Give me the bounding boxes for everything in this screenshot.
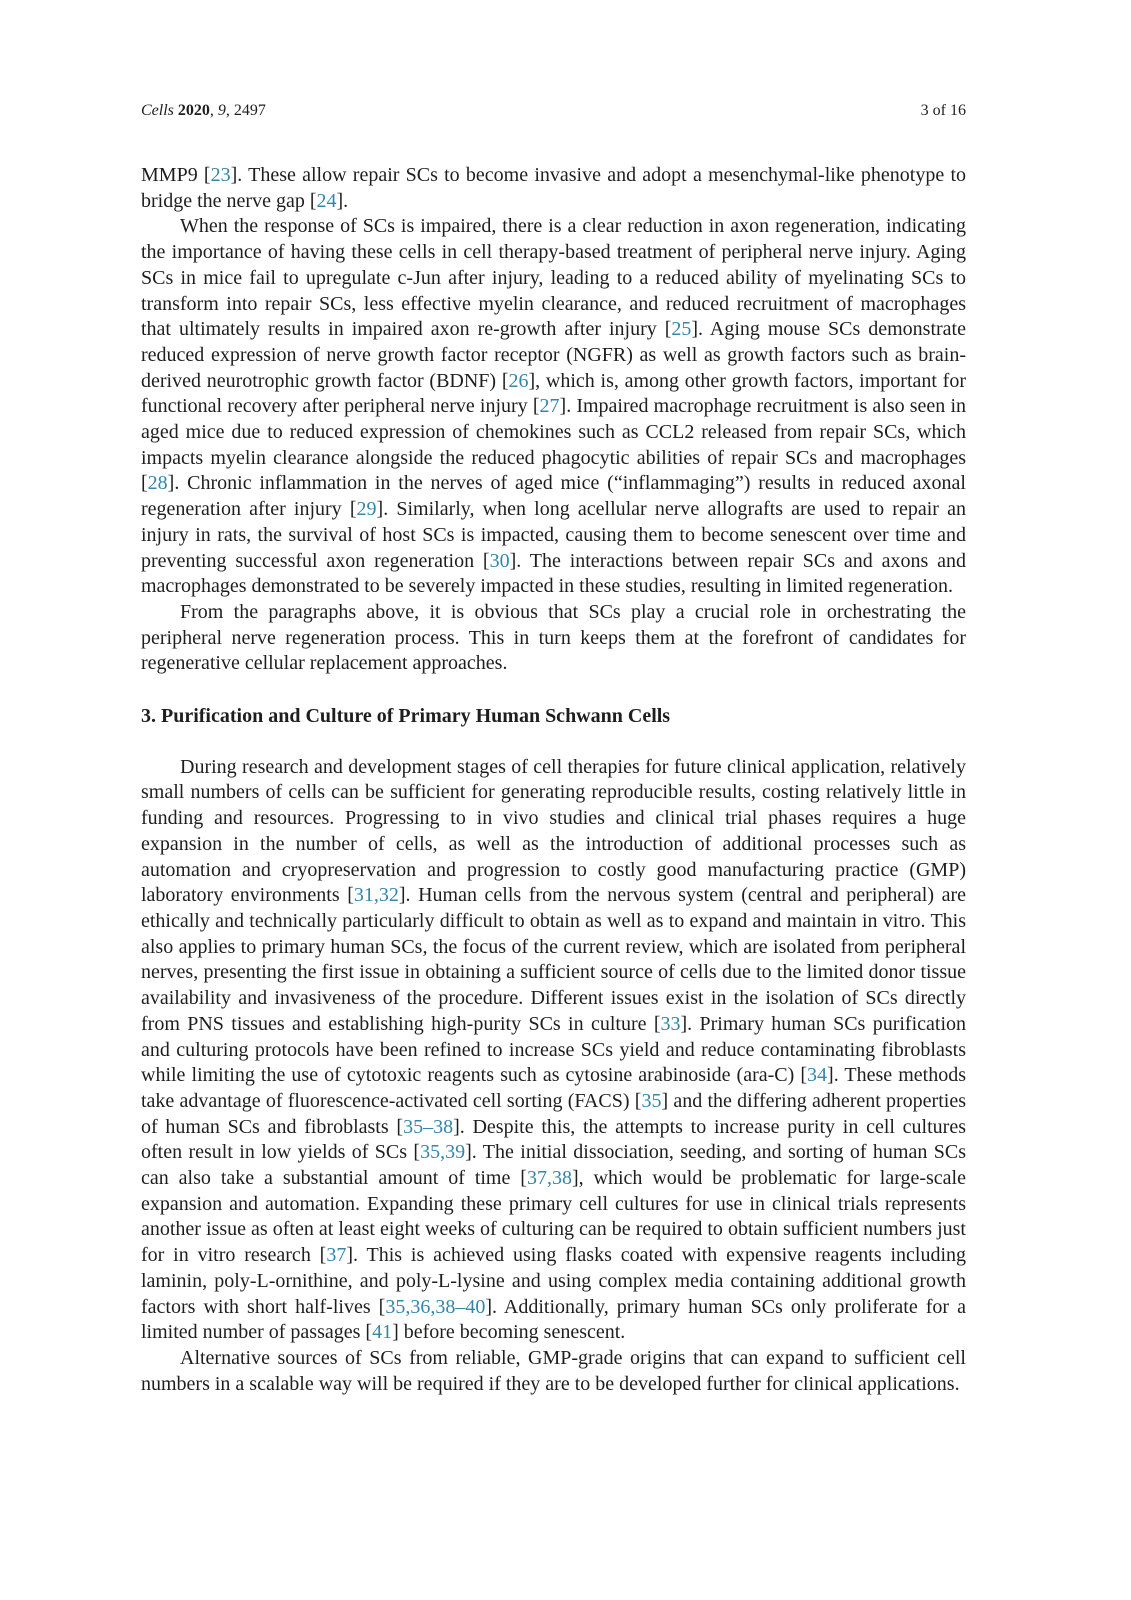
page-number: 3 of 16 bbox=[920, 102, 966, 119]
citation-link[interactable]: 35,36,38–40 bbox=[385, 1295, 486, 1318]
citation-link[interactable]: 35,39 bbox=[420, 1141, 466, 1164]
citation-link[interactable]: 33 bbox=[660, 1012, 681, 1035]
body-paragraph: From the paragraphs above, it is obvious that SCs play a crucial role in orchestrating the peripheral nerve regeneration process. This in turn keeps them at the forefront of candidates for regenerative cellular replacement approaches. bbox=[141, 600, 966, 675]
body-paragraph: MMP9 [23]. These allow repair SCs to become invasive and adopt a mesenchymal-like phenotype to bridge the nerve gap [24]. bbox=[141, 164, 967, 212]
journal-citation bbox=[141, 101, 266, 121]
body-paragraph: During research and development stages of cell therapies for future clinical application, relatively small numbers of cells can be sufficient for generating reproducible results, costing relatively little in funding and resources. Progressing to in vivo studies and clinical trial phases requires a huge expansion in the number of cells, as well as the introduction of additional processes such as automation and cryopreservation and progression to costly good manufacturing practice (GMP) laboratory environments [31,32]. Human cells from the nervous system (central and peripheral) are ethically and technically particularly difficult to obtain as well as to expand and maintain in vitro. This also applies to primary human SCs, the focus of the current review, which are isolated from peripheral nerves, presenting the first issue in obtaining a sufficient source of cells due to the limited donor tissue availability and invasiveness of the procedure. Different issues exist in the isolation of SCs directly from PNS tissues and establishing high-purity SCs in culture [33]. Primary human SCs purification and culturing protocols have been refined to increase SCs yield and reduce contaminating fibroblasts while limiting the use of cytotoxic reagents such as cytosine arabinoside (ara-C) [34]. These methods take advantage of fluorescence-activated cell sorting (FACS) [35] and the differing adherent properties of human SCs and fibroblasts [35–38]. Despite this, the attempts to increase purity in cell cultures often result in low yields of SCs [35,39]. The initial dissociation, seeding, and sorting of human SCs can also take a substantial amount of time [37,38], which would be problematic for large-scale expansion and automation. Expanding these primary cell cultures for use in clinical trials represents another issue as often at least eight weeks of culturing can be required to obtain sufficient numbers just for in vitro research [37]. This is achieved using flasks coated with expensive reagents including laminin, poly-L-ornithine, and poly-L-lysine and using complex media containing additional growth factors with short half-lives [35,36,38–40]. Additionally, primary human SCs only proliferate for a limited number of passages [41] before becoming senescent. bbox=[141, 755, 967, 1344]
citation-link[interactable]: 31,32 bbox=[353, 884, 399, 907]
citation-link[interactable]: 27 bbox=[539, 395, 560, 418]
running-head bbox=[141, 101, 966, 121]
citation-link[interactable]: 26 bbox=[508, 369, 529, 392]
citation-link[interactable]: 41 bbox=[372, 1321, 393, 1344]
running-head-segment: 9 bbox=[217, 102, 226, 119]
citation-link[interactable]: 37 bbox=[326, 1244, 347, 1267]
citation-link[interactable]: 37,38 bbox=[526, 1167, 572, 1190]
citation-link[interactable]: 34 bbox=[807, 1064, 828, 1087]
citation-link[interactable]: 35–38 bbox=[403, 1115, 454, 1138]
citation-link[interactable]: 24 bbox=[316, 189, 337, 212]
citation-link[interactable]: 28 bbox=[147, 472, 168, 495]
citation-link[interactable]: 30 bbox=[489, 549, 510, 572]
running-head-segment: 2020 bbox=[177, 102, 210, 119]
body-paragraph: Alternative sources of SCs from reliable, GMP-grade origins that can expand to sufficient cell numbers in a scalable way will be required if they are to be developed further for clinical applications. bbox=[141, 1346, 966, 1395]
article-body bbox=[141, 163, 966, 1397]
citation-link[interactable]: 23 bbox=[210, 164, 231, 186]
running-head-segment: , 2497 bbox=[225, 102, 266, 119]
section-heading: 3. Purification and Culture of Primary Human Schwann Cells bbox=[141, 705, 671, 728]
citation-link[interactable]: 25 bbox=[671, 318, 692, 341]
running-head-segment: , bbox=[209, 102, 218, 119]
citation-link[interactable]: 35 bbox=[641, 1089, 662, 1112]
body-paragraph: When the response of SCs is impaired, there is a clear reduction in axon regeneration, indicating the importance of having these cells in cell therapy-based treatment of peripheral nerve injury. Aging SCs in mice fail to upregulate c-Jun after injury, leading to a reduced ability of myelinating SCs to transform into repair SCs, less effective myelin clearance, and reduced recruitment of macrophages that ultimately results in impaired axon re-growth after injury [25]. Aging mouse SCs demonstrate reduced expression of nerve growth factor receptor (NGFR) as well as growth factors such as brain-derived neurotrophic growth factor (BDNF) [26], which is, among other growth factors, important for functional recovery after peripheral nerve injury [27]. Impaired macrophage recruitment is also seen in aged mice due to reduced expression of chemokines such as CCL2 released from repair SCs, which impacts myelin clearance alongside the reduced phagocytic abilities of repair SCs and macrophages [28]. Chronic inflammation in the nerves of aged mice (“inflammaging”) results in reduced axonal regeneration after injury [29]. Similarly, when long acellular nerve allografts are used to repair an injury in rats, the survival of host SCs is impacted, causing them to become senescent over time and preventing successful axon regeneration [30]. The interactions between repair SCs and axons and macrophages demonstrated to be severely impacted in these studies, resulting in limited regeneration. bbox=[141, 215, 967, 598]
citation-link[interactable]: 29 bbox=[356, 498, 377, 521]
running-head-segment: Cells bbox=[141, 102, 174, 119]
